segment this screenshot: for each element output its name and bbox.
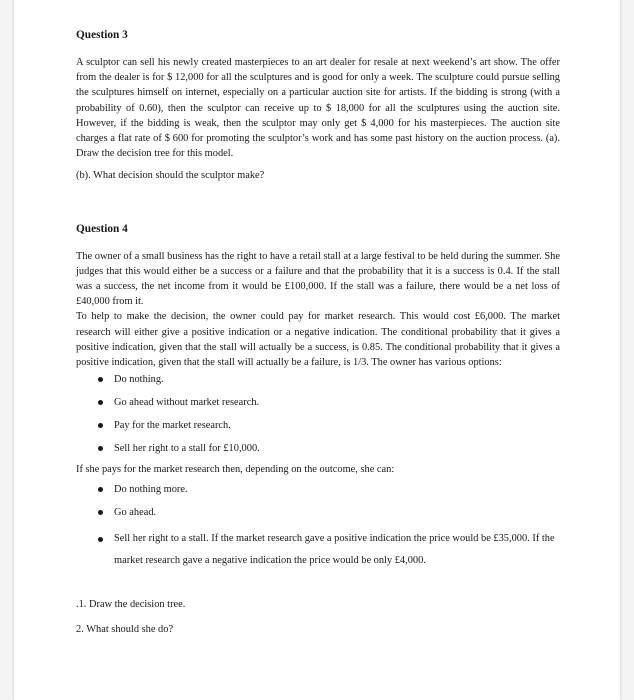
bullet-icon [98,510,103,515]
bullet-icon [98,423,103,428]
task-2: 2. What should she do? [76,624,174,636]
question-4-heading: Question 4 [76,222,128,235]
list-item: Go ahead. [98,505,560,520]
research-options-list [76,482,560,572]
list-item: Do nothing. [98,372,560,387]
bullet-icon [98,537,103,542]
owner-options-list [76,372,560,456]
question-3-heading: Question 3 [76,29,128,41]
document-page [14,0,620,700]
bullet-icon [98,487,103,492]
question-4-paragraph-2: To help to make the decision, the owner could pay for market research. This would cost £6,000. The market research will either give a positive indication or a negative indication. The conditional probability that it gives a positive indication, given that the stall will actually be a success, is 0.85. The conditional probability that it gives a positive indication, given that the stall will actually be a failure, is 1/3. The owner has various options: [76,311,560,369]
research-intro: If she pays for the market research then, depending on the outcome, she can: [76,464,395,476]
question-3-part-b: (b). What decision should the sculptor make? [76,170,265,182]
list-item: Pay for the market research. [98,418,560,433]
document-content [76,28,560,638]
bullet-icon [98,377,103,382]
list-item: Sell her right to a stall for £10,000. [98,441,560,456]
list-item: Go ahead without market research. [98,395,560,410]
bullet-icon [98,446,103,451]
question-4-paragraph-1: The owner of a small business has the right to have a retail stall at a large festival to be held during the summer. She judges that this would either be a success or a failure and that the probability that it is a success is 0.4. If the stall was a success, the net income from it would be £100,000. If the stall was a failure, there would be a net loss of £40,000 from it. [76,250,560,308]
task-1: .1. Draw the decision tree. [76,599,186,611]
list-item: Sell her right to a stall. If the market research gave a positive indication the price would be £35,000. If the market research gave a negative indication the price would be only £4,000. [98,528,560,572]
list-item: Do nothing more. [98,482,560,497]
question-3-body: A sculptor can sell his newly created masterpieces to an art dealer for resale at next weekend’s art show. The offer from the dealer is for $ 12,000 for all the sculptures and is good for only a week. The sculpture could pursue selling the sculptures himself on internet, especially on a particular auction site for artists. If the bidding is strong (with a probability of 0.60), then the sculptor can receive up to $ 18,000 for all the sculptures using the auction site. However, if the bidding is weak, then the sculptor may only get $ 4,000 for his masterpieces. The auction site charges a flat rate of $ 600 for promoting the sculptor’s work and has some past history on the auction process. (a). Draw the decision tree for this model. [76,57,560,160]
bullet-icon [98,400,103,405]
